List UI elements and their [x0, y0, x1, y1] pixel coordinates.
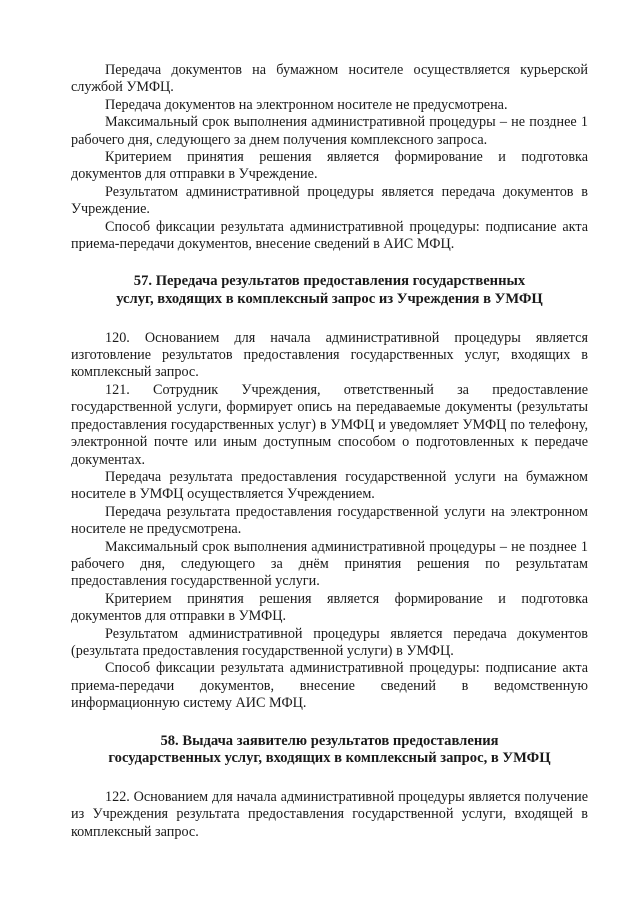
paragraph-courier-transfer: Передача документов на бумажном носителе осуществляется курьерской службой УМФЦ.: [71, 62, 588, 96]
section-58-heading-line2: государственных услуг, входящих в комплексный запрос, в УМФЦ: [108, 750, 551, 767]
paragraph-fixation-method: Способ фиксации результата административной процедуры: подписание акта приема-передачи документов, внесение сведений в АИС МФЦ.: [71, 218, 588, 253]
section-58-heading-line1: 58. Выдача заявителю результатов предоставления: [160, 732, 499, 749]
section-57-heading-line2: услуг, входящих в комплексный запрос из Учреждения в УМФЦ: [116, 291, 543, 308]
spacer: [71, 253, 588, 273]
paragraph-121: 121. Сотрудник Учреждения, ответственный за предоставление государственной услуги, формирует опись на передаваемые документы (результаты предоставления государственных услуг) в УМФЦ и уведомляет УМФЦ по телефону, электронной почте или иным доступным способом о подготовленных к передаче документах.: [71, 381, 588, 468]
paragraph-max-term-57: Максимальный срок выполнения административной процедуры – не позднее 1 рабочего дня, следующего за днём принятия решения по результатам предоставления государственной услуги.: [71, 538, 588, 590]
paragraph-fixation-method-57: Способ фиксации результата административной процедуры: подписание акта приема-передачи документов, внесение сведений в ведомственную информационную систему АИС МФЦ.: [71, 660, 588, 712]
paragraph-max-term: Максимальный срок выполнения административной процедуры – не позднее 1 рабочего дня, следующего за днем получения комплексного запроса.: [71, 114, 588, 148]
section-58-heading: [71, 733, 588, 768]
spacer: [71, 713, 588, 733]
paragraph-electronic-not-provided: Передача документов на электронном носителе не предусмотрена.: [105, 96, 508, 113]
section-57-heading: [71, 273, 588, 308]
paragraph-paper-transfer: Передача результата предоставления государственной услуги на бумажном носителе в УМФЦ осуществляется Учреждением.: [71, 468, 588, 503]
paragraph-decision-criterion: Критерием принятия решения является формирование и подготовка документов для отправки в Учреждение.: [71, 149, 588, 183]
document-page: [71, 62, 588, 841]
spacer: [71, 768, 588, 789]
paragraph-122: 122. Основанием для начала административной процедуры является получение из Учреждения результата предоставления государственной услуги, входящей в комплексный запрос.: [71, 788, 588, 840]
paragraph-procedure-result-57: Результатом административной процедуры является передача документов (результата предоставления государственной услуги) в УМФЦ.: [71, 625, 588, 659]
spacer: [71, 309, 588, 330]
paragraph-electronic-transfer: Передача результата предоставления государственной услуги на электронном носителе не предусмотрена.: [71, 503, 588, 538]
section-57-heading-line1: 57. Передача результатов предоставления государственных: [133, 273, 526, 290]
paragraph-procedure-result: Результатом административной процедуры является передача документов в Учреждение.: [71, 183, 588, 218]
paragraph-decision-criterion-57: Критерием принятия решения является формирование и подготовка документов для отправки в УМФЦ.: [71, 590, 588, 625]
paragraph-120: 120. Основанием для начала административной процедуры является изготовление результатов предоставления государственных услуг, входящих в комплексный запрос.: [71, 329, 588, 381]
